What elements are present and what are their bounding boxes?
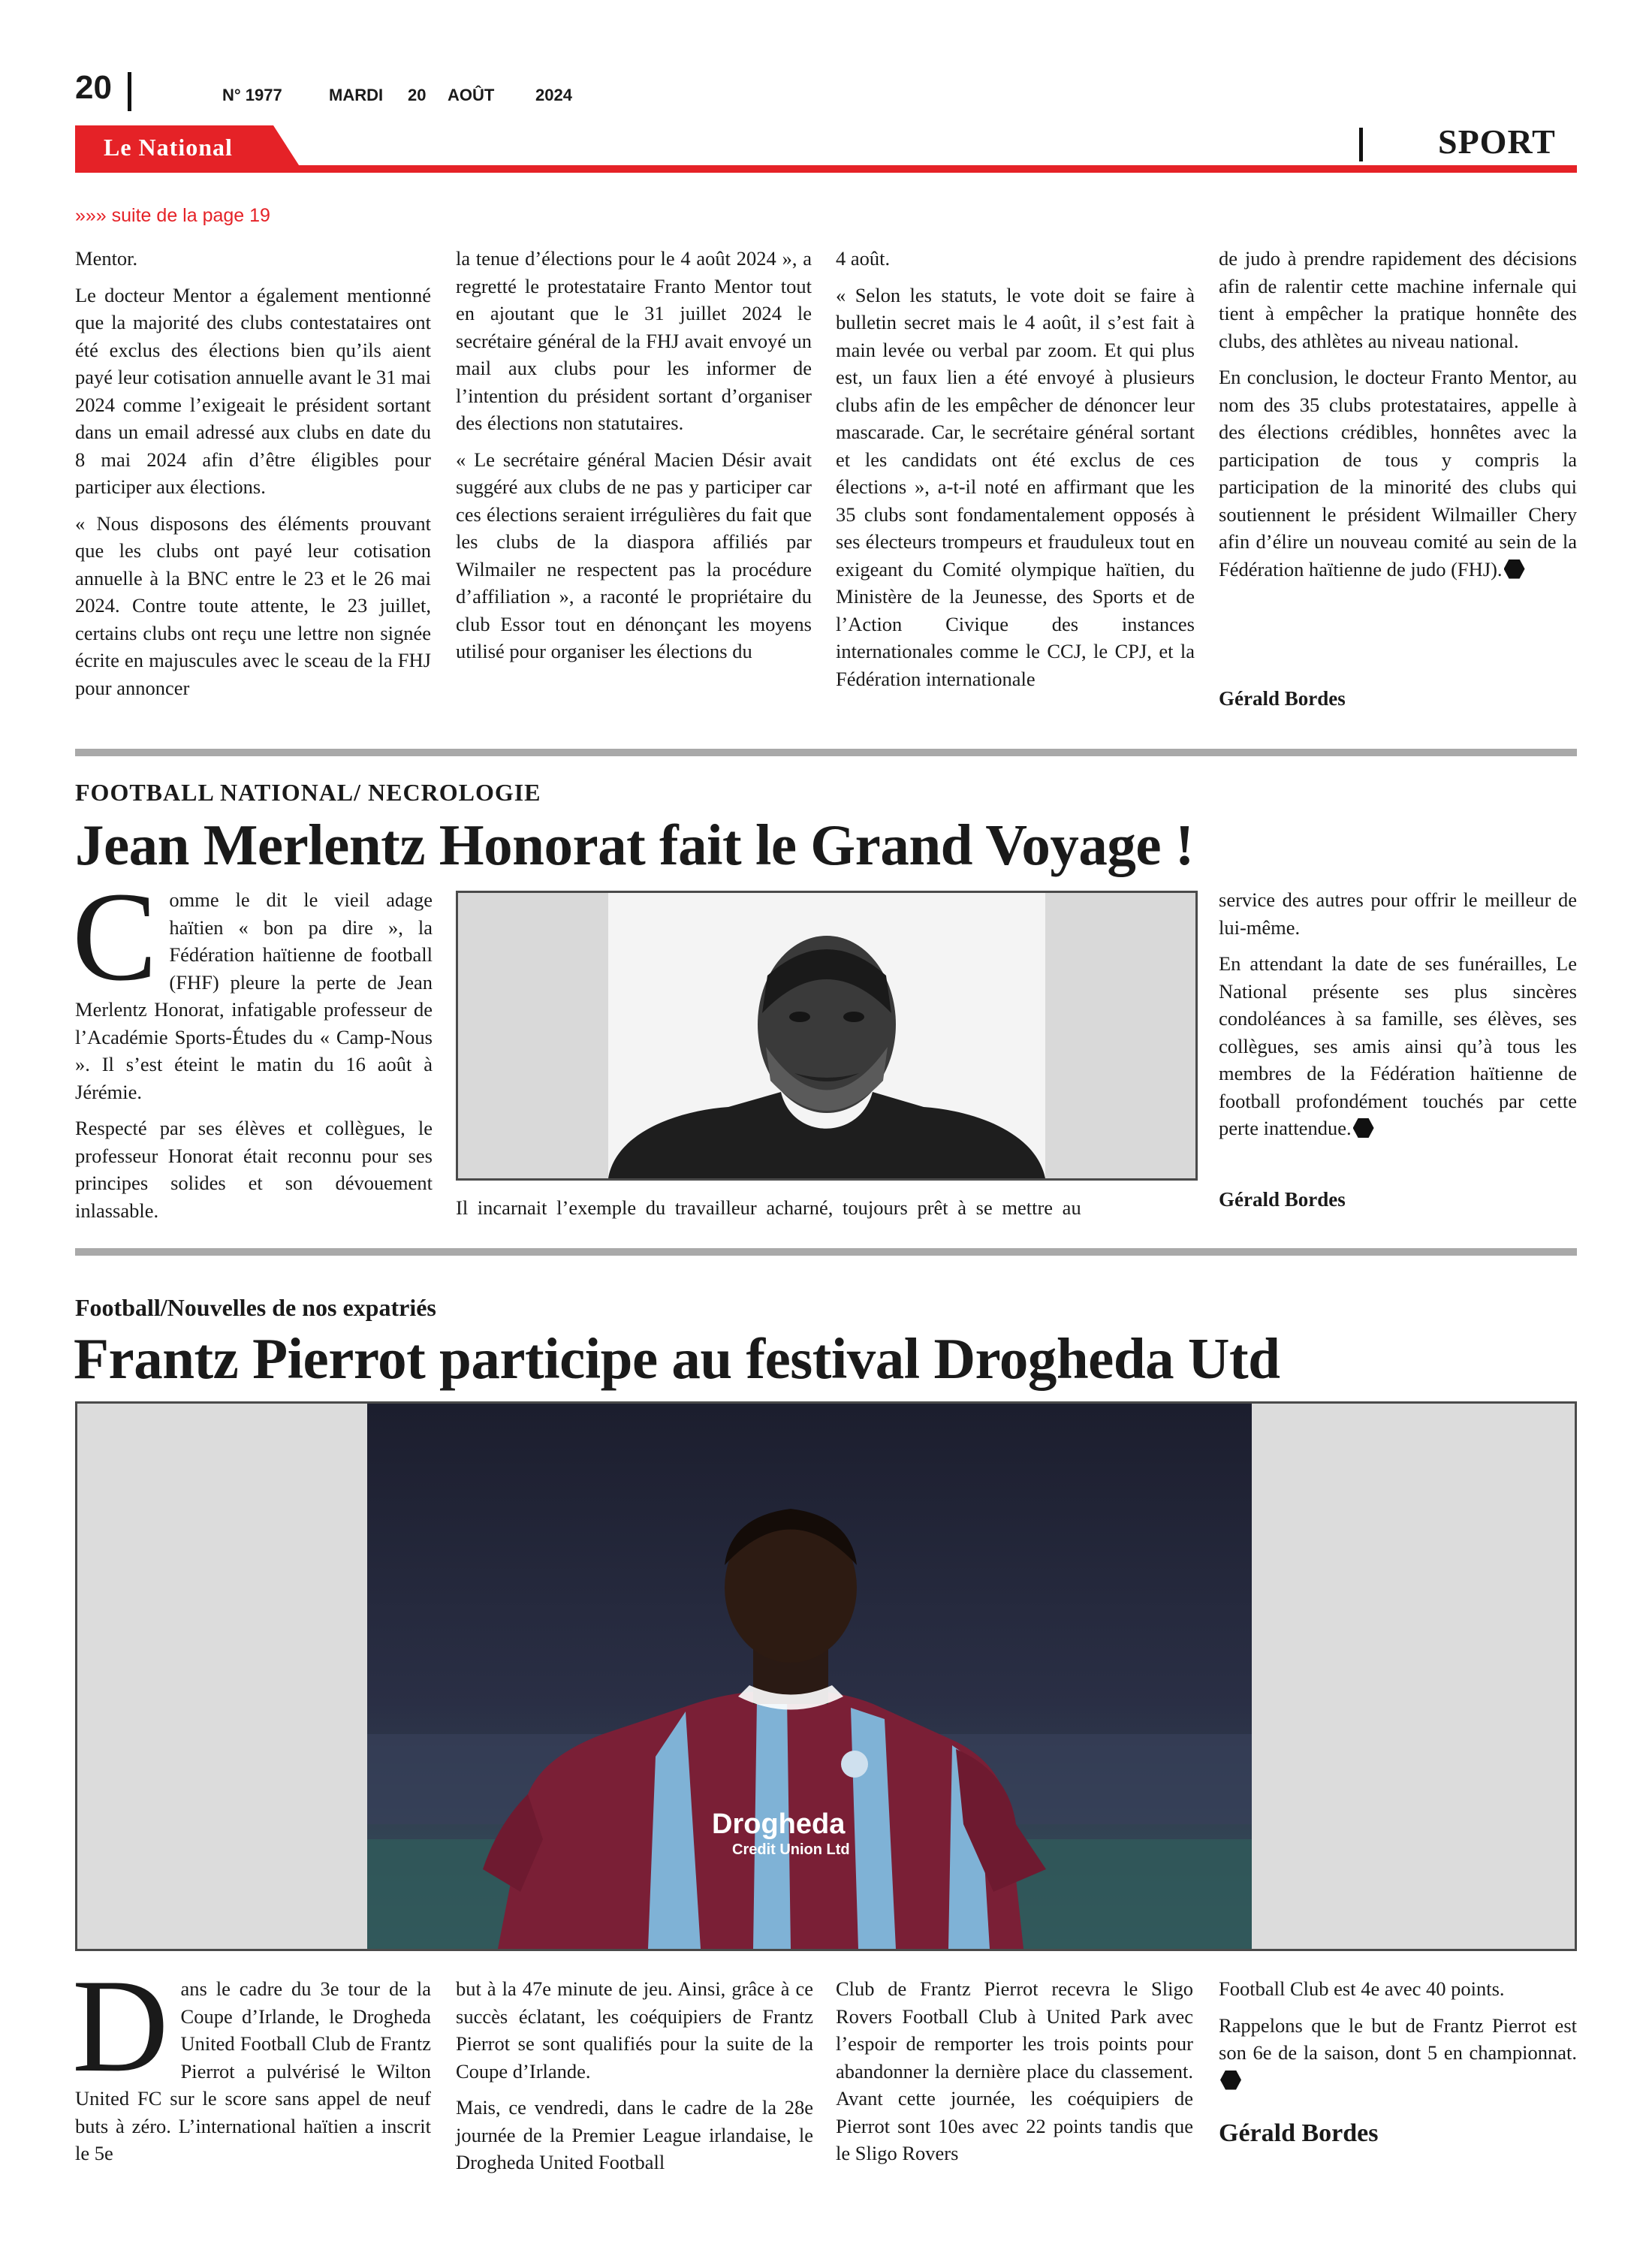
shirt-sponsor-text: Drogheda bbox=[712, 1808, 846, 1840]
paragraph: Dans le cadre du 3e tour de la Coupe d’Irlande, le Drogheda United Football Club de Frantz Pierrot a pulvérisé le Wilton United FC sur le score sans appel de neuf buts à zéro. L’international haïtien a inscrit le 5e bbox=[72, 1951, 431, 2164]
paragraph: « Le secrétaire général Macien Désir avait suggéré aux clubs de ne pas y participer car ces élections seraient irrégulières du fait que les clubs de la diaspora affiliés par Wilmailer ne respectent pas la procédure d’affiliation », a raconté le propriétaire du club Essor tout en dénonçant les moyens utilisé pour organiser les élections du bbox=[456, 448, 812, 662]
paragraph: Mentor. bbox=[75, 247, 138, 270]
portrait-photo bbox=[458, 893, 1195, 1178]
newspaper-logo: Le National bbox=[104, 134, 233, 161]
article1-column-1 bbox=[75, 245, 431, 710]
paragraph: Rappelons que le but de Frantz Pierrot est son 6e de la saison, dont 5 en championnat. bbox=[1219, 2013, 1577, 2064]
page-number: 20 bbox=[75, 69, 112, 106]
end-of-article-icon bbox=[1353, 1118, 1374, 1138]
article2-headline: Jean Merlentz Honorat fait le Grand Voyage ! bbox=[75, 813, 1194, 877]
paragraph: service des autres pour offrir le meilleur de lui-même. bbox=[1219, 888, 1577, 939]
date-year: 2024 bbox=[535, 86, 572, 104]
paragraph: 4 août. bbox=[836, 247, 891, 270]
article3-column-3 bbox=[836, 1975, 1193, 2176]
paragraph: la tenue d’élections pour le 4 août 2024 », a regretté le protestataire Franto Mentor tout en ajoutant que le 31 juillet 2024 le secrétaire général de la FHJ avait envoyé un mail aux clubs pour les informer de l’intention du président sortant d’organiser des élections non statutaires. bbox=[456, 247, 812, 434]
drop-cap: D bbox=[72, 1951, 169, 2100]
section-divider bbox=[1359, 128, 1363, 161]
continued-from: »»» suite de la page 19 bbox=[75, 205, 270, 226]
article1-column-2 bbox=[456, 245, 812, 674]
end-of-article-icon bbox=[1220, 2071, 1241, 2090]
section-divider-1 bbox=[75, 749, 1577, 756]
article1-column-4 bbox=[1219, 245, 1577, 583]
paragraph: but à la 47e minute de jeu. Ainsi, grâce à ce succès éclatant, les coéquipiers de Frantz Pierrot se sont qualifiés pour la suite de la Coupe d’Irlande. bbox=[456, 1977, 813, 2083]
paragraph: En conclusion, le docteur Franto Mentor, au nom des 35 clubs protestataires, appelle à des élections crédibles, honnêtes avec la participation de tous y compris la participation de la minorité des clubs qui soutiennent le président Wilmailler Chery afin d’élire un nouveau comité au sein de la Fédération haïtienne de judo (FHJ). bbox=[1219, 366, 1577, 581]
article3-column-2 bbox=[456, 1975, 813, 2185]
date-month: AOÛT bbox=[448, 86, 495, 104]
article3-headline: Frantz Pierrot participe au festival Drogheda Utd bbox=[74, 1326, 1280, 1391]
article2-column-1 bbox=[72, 866, 433, 1233]
article1-signature: Gérald Bordes bbox=[1219, 687, 1346, 710]
article3-kicker: Football/Nouvelles de nos expatriés bbox=[75, 1294, 436, 1321]
end-of-article-icon bbox=[1504, 559, 1525, 579]
date-weekday: MARDI bbox=[329, 86, 384, 104]
drop-cap: C bbox=[72, 866, 158, 1007]
obituary-photo-frame bbox=[456, 891, 1198, 1181]
football-photo-frame bbox=[75, 1401, 1577, 1951]
paragraph: de judo à prendre rapidement des décisions afin de ralentir cette machine infernale qui tient à empêcher la pratique honnête des clubs, des athlètes au niveau national. bbox=[1219, 247, 1577, 352]
football-player-photo bbox=[77, 1404, 1575, 1949]
paragraph: Comme le dit le vieil adage haïtien « bon pa dire », la Fédération haïtienne de football (FHF) pleure la perte de Jean Merlentz Honorat, infatigable professeur de l’Académie Sports-Études du « Camp-Nous ». Il s’est éteint le matin du 16 août à Jérémie. bbox=[72, 866, 433, 1103]
page-number-divider bbox=[128, 72, 131, 111]
paragraph: En attendant la date de ses funérailles, Le National présente ses plus sincères condoléances à sa famille, ses élèves, ses collègues, ses amis ainsi qu’à tous les membres de la Fédération haïtienne de football profondément touchés par cette perte inattendue. bbox=[1219, 952, 1577, 1139]
article2-kicker: FOOTBALL NATIONAL/ NECROLOGIE bbox=[75, 779, 541, 806]
paragraph: Football Club est 4e avec 40 points. bbox=[1219, 1977, 1505, 2000]
paragraph: Club de Frantz Pierrot recevra le Sligo Rovers Football Club à United Park avec l’espoir de remporter les trois points pour abandonner la dernière place du classement. Avant cette journée, les coéquipiers de Pierrot sont 10es avec 22 points tandis que le Sligo Rovers bbox=[836, 1977, 1193, 2164]
date-day: 20 bbox=[408, 86, 427, 104]
section-divider-2 bbox=[75, 1248, 1577, 1256]
header-rule bbox=[75, 165, 1577, 173]
paragraph: Mais, ce vendredi, dans le cadre de la 28e journée de la Premier League irlandaise, le Drogheda United Football bbox=[456, 2096, 813, 2173]
article2-column-4 bbox=[1219, 886, 1577, 1142]
article2-signature: Gérald Bordes bbox=[1219, 1188, 1346, 1211]
article3-signature: Gérald Bordes bbox=[1219, 2119, 1379, 2147]
paragraph: « Nous disposons des éléments prouvant que les clubs ont payé leur cotisation annuelle à la BNC entre le 23 et le 26 mai 2024. Contre toute attente, le 23 juillet, certains clubs ont reçu une lettre non signée écrite en majuscules avec le sceau de la FHJ pour annoncer bbox=[75, 511, 431, 699]
photo-caption: Il incarnait l’exemple du travailleur acharné, toujours prêt à se mettre au bbox=[456, 1196, 1081, 1219]
paragraph: Le docteur Mentor a également mentionné que la majorité des clubs contestataires ont été exclus des élections bien qu’ils aient payé leur cotisation annuelle avant le 31 mai 2024 comme l’exigeait le président sortant dans un email adressé aux clubs en date du 8 mai 2024 afin d’être éligibles pour participer aux élections. bbox=[75, 283, 431, 498]
article3-column-4 bbox=[1219, 1975, 1577, 2094]
article3-column-1 bbox=[72, 1951, 431, 2176]
issue-number: N° 1977 bbox=[222, 86, 282, 104]
paragraph: « Selon les statuts, le vote doit se faire à bulletin secret mais le 4 août, il s’est fait à main levée ou verbal par zoom. Et qui plus est, un faux lien a été envoyé à plusieurs clubs afin de les empêcher de dénoncer leur mascarade. Car, le secrétaire général sortant et les candidats ont été exclus de ces élections », a-t-il noté en affirmant que les 35 clubs sont fondamentalement opposés à ses électeurs trompeurs et frauduleux tout en exigeant du Comité olympique haïtien, du Ministère de la Jeunesse, des Sports et de l’Action Civique des instances internationales comme le CCJ, le CPJ, et la Fédération internationale bbox=[836, 283, 1195, 690]
shirt-sponsor-subtext: Credit Union Ltd bbox=[732, 1841, 850, 1858]
section-title: SPORT bbox=[1438, 122, 1556, 161]
paragraph: Respecté par ses élèves et collègues, le professeur Honorat était reconnu pour ses principes solides et son dévouement inlassable. bbox=[75, 1117, 433, 1222]
article1-column-3 bbox=[836, 245, 1195, 701]
